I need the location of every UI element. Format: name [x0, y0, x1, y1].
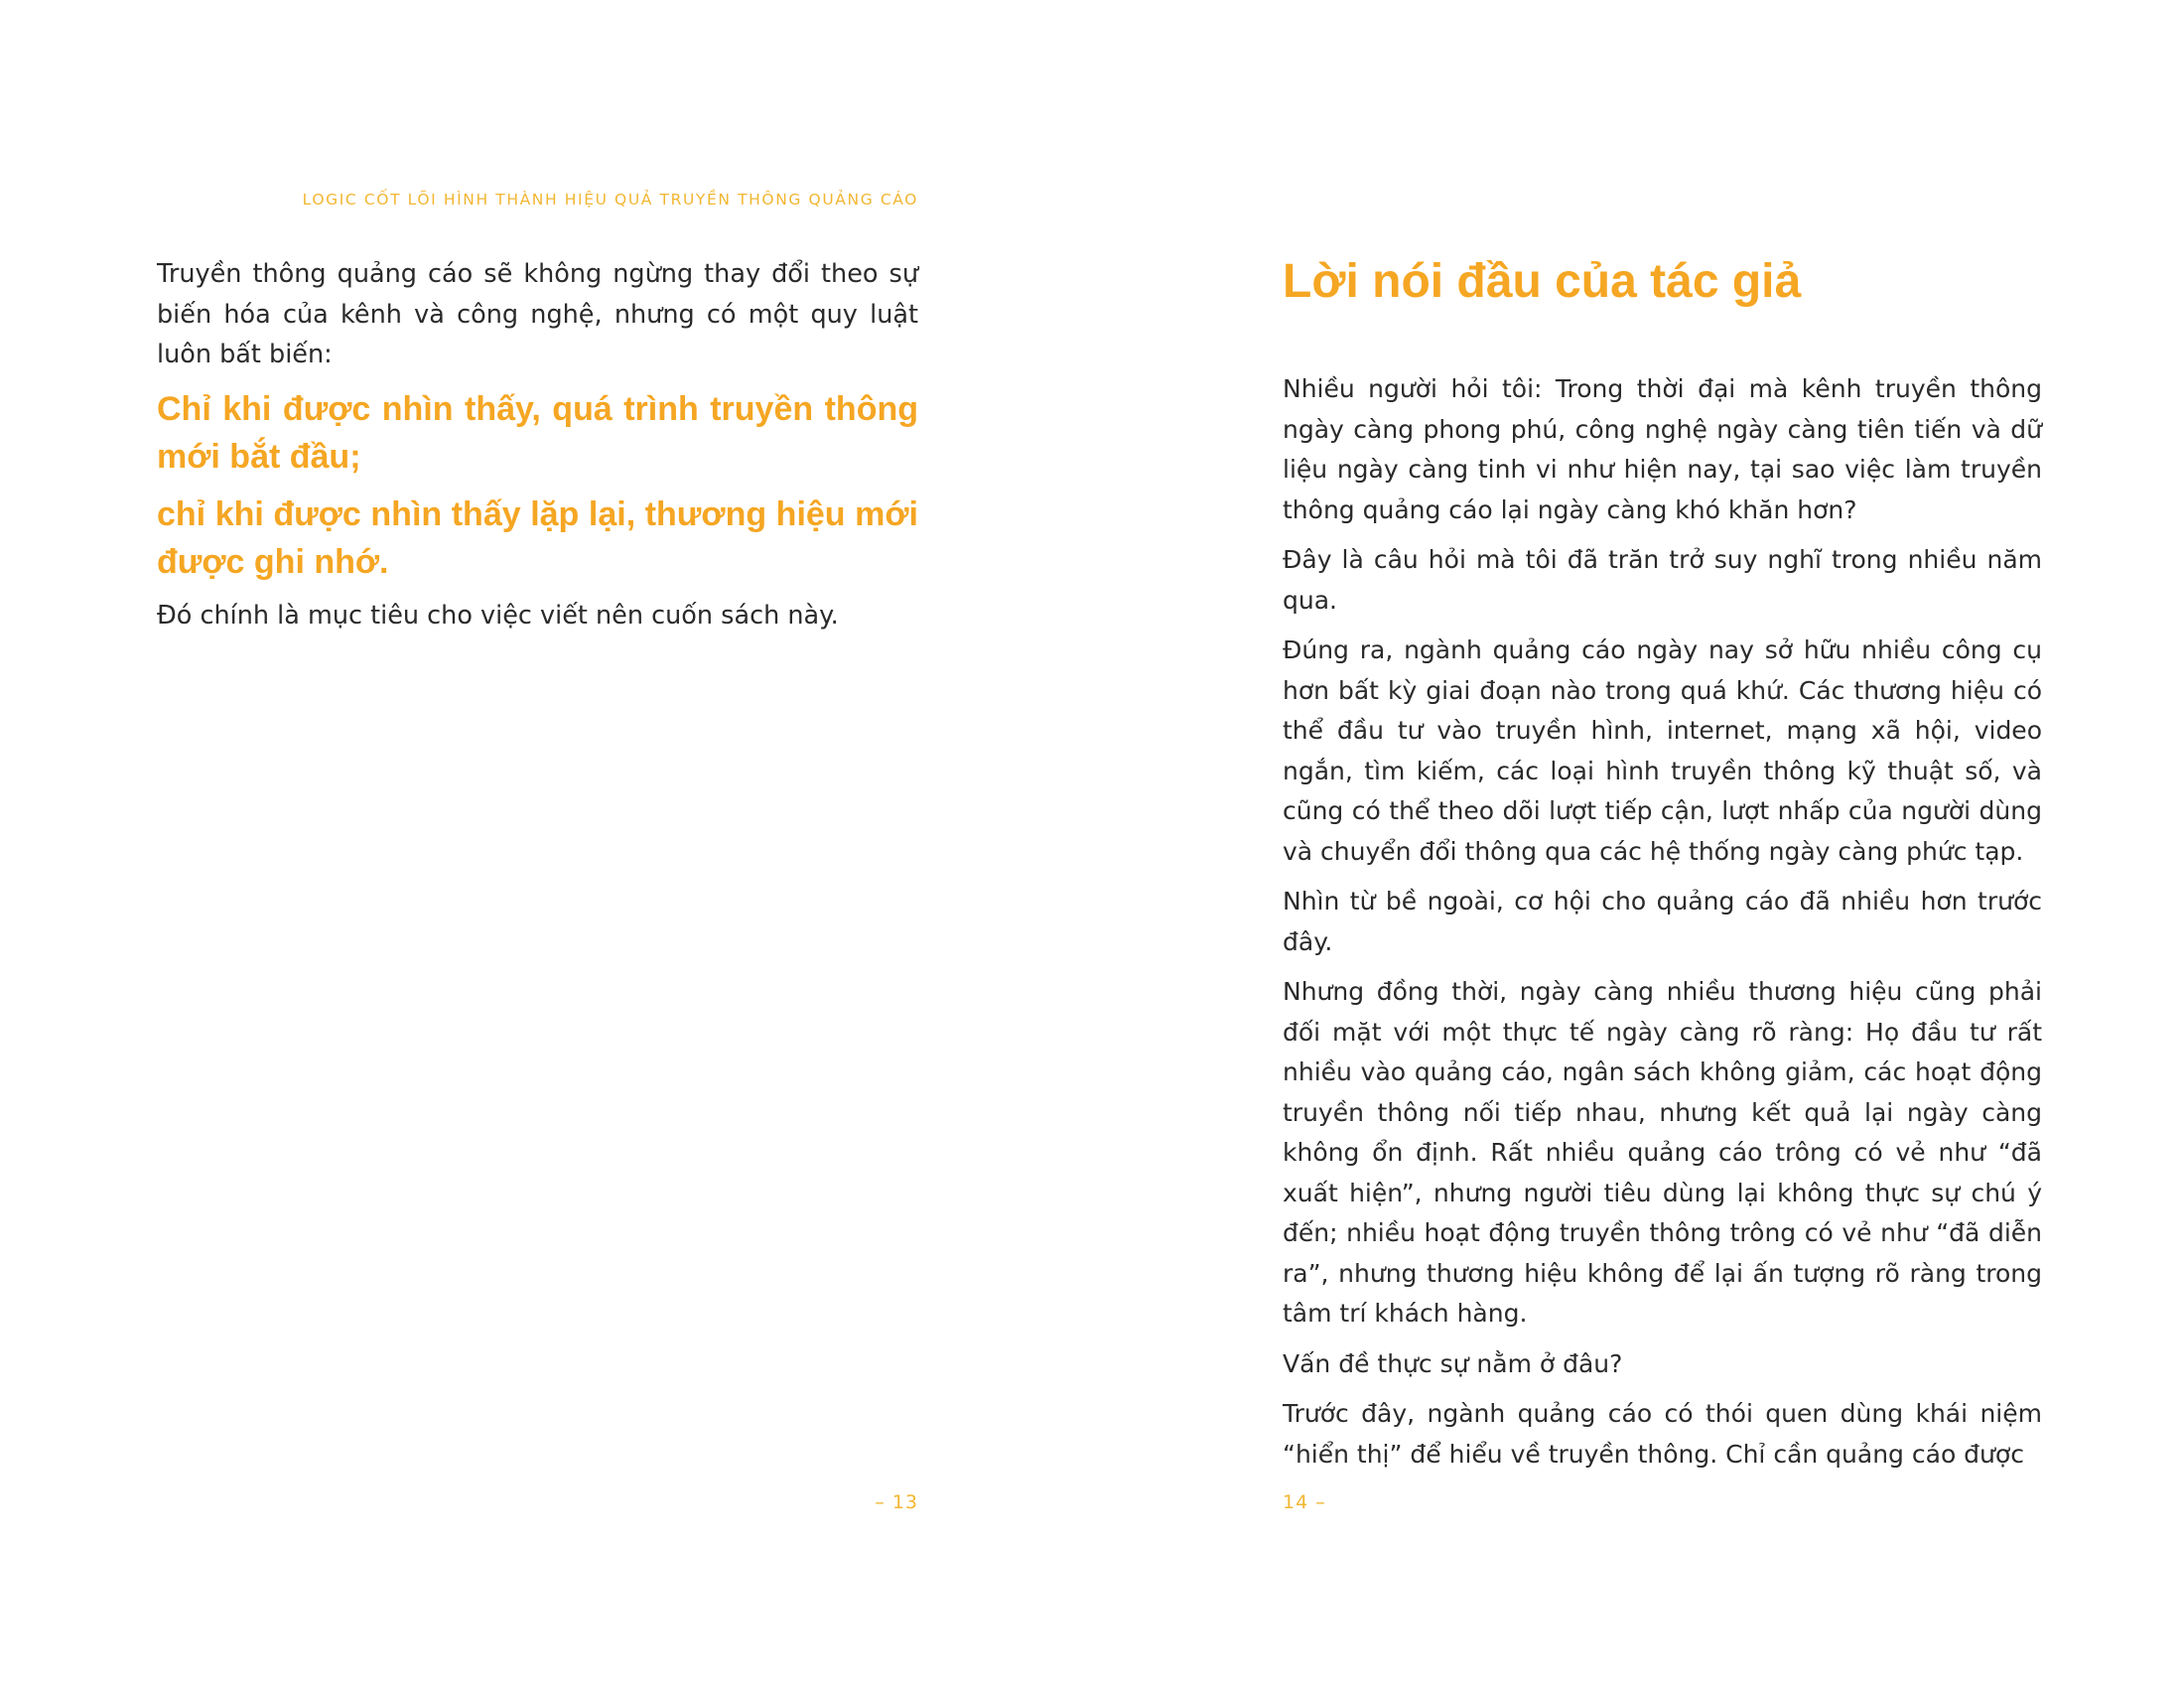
running-header: LOGIC CỐT LÕI HÌNH THÀNH HIỆU QUẢ TRUYỀN THÔNG QUẢNG CÁO [302, 191, 918, 209]
closing-paragraph: Đó chính là mục tiêu cho việc viết nên cuốn sách này. [157, 600, 839, 631]
highlight-quote-1: Chỉ khi được nhìn thấy, quá trình truyền thông mới bắt đầu; [157, 389, 918, 476]
highlight-quote-2: chỉ khi được nhìn thấy lặp lại, thương hiệu mới được ghi nhớ. [157, 494, 918, 581]
body-paragraph-2: Đây là câu hỏi mà tôi đã trăn trở suy nghĩ trong nhiều năm qua. [1283, 545, 2042, 615]
chapter-title: Lời nói đầu của tác giả [1283, 255, 1802, 308]
page-number-left: – 13 [875, 1491, 918, 1513]
body-paragraph-1: Nhiều người hỏi tôi: Trong thời đại mà kênh truyền thông ngày càng phong phú, công nghệ ngày càng tiên tiến và dữ liệu ngày càng tinh vi như hiện nay, tại sao việc làm truyền thông quảng cáo lại ngày càng khó khăn hơn? [1283, 374, 2042, 524]
right-page [1092, 0, 2184, 1688]
right-page-body [1283, 369, 2042, 1484]
page-number-right: 14 – [1283, 1491, 1326, 1513]
intro-paragraph: Truyền thông quảng cáo sẽ không ngừng thay đổi theo sự biến hóa của kênh và công nghệ, nhưng có một quy luật luôn bất biến: [157, 259, 918, 369]
body-paragraph-4: Nhìn từ bề ngoài, cơ hội cho quảng cáo đã nhiều hơn trước đây. [1283, 887, 2042, 956]
body-paragraph-7: Trước đây, ngành quảng cáo có thói quen dùng khái niệm “hiển thị” để hiểu về truyền thông. Chỉ cần quảng cáo được [1283, 1399, 2042, 1469]
body-paragraph-6: Vấn đề thực sự nằm ở đâu? [1283, 1348, 1623, 1378]
body-paragraph-5: Nhưng đồng thời, ngày càng nhiều thương hiệu cũng phải đối mặt với một thực tế ngày càng rõ ràng: Họ đầu tư rất nhiều vào quảng cáo, ngân sách không giảm, các hoạt động truyền thông nối tiếp nhau, nhưng kết quả lại ngày càng không ổn định. Rất nhiều quảng cáo trông có vẻ như “đã xuất hiện”, nhưng người tiêu dùng lại không thực sự chú ý đến; nhiều hoạt động truyền thông trông có vẻ như “đã diễn ra”, nhưng thương hiệu không để lại ấn tượng rõ ràng trong tâm trí khách hàng. [1283, 977, 2042, 1328]
body-paragraph-3: Đúng ra, ngành quảng cáo ngày nay sở hữu nhiều công cụ hơn bất kỳ giai đoạn nào trong quá khứ. Các thương hiệu có thể đầu tư vào truyền hình, internet, mạng xã hội, video ngắn, tìm kiếm, các loại hình truyền thông kỹ thuật số, và cũng có thể theo dõi lượt tiếp cận, lượt nhấp của người dùng và chuyển đổi thông qua các hệ thống ngày càng phức tạp. [1283, 635, 2042, 866]
left-page-body [157, 254, 918, 645]
